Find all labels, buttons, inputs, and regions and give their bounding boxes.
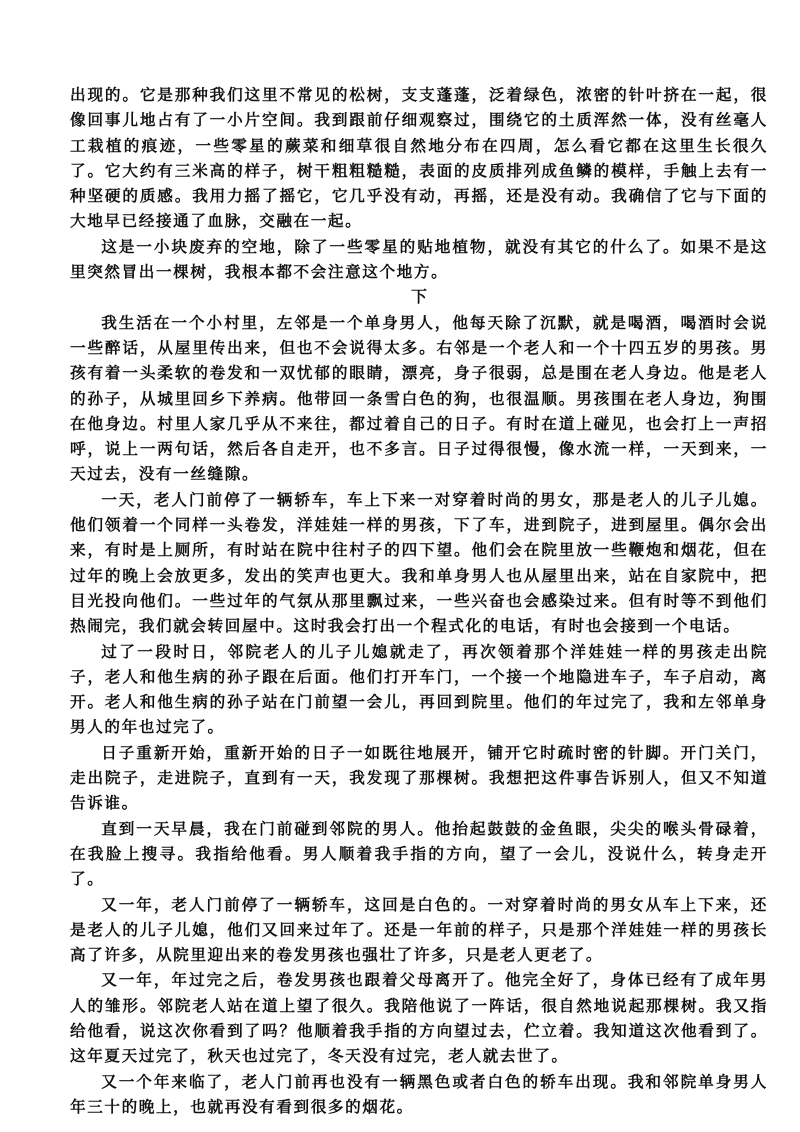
paragraph-1: 出现的。它是那种我们这里不常见的松树，支支蓬蓬，泛着绿色，浓密的针叶挤在一起，很像回事儿地占有了一小片空间。我到跟前仔细观察过，围绕它的土质浑然一体，没有丝毫人工栽植的痕迹，一些零星的蕨菜和细草很自然地分布在四周，怎么看它都在这里生长很久了。它大约有三米高的样子，树干粗粗糙糙，表面的皮质排列成鱼鳞的模样，手触上去有一种坚硬的质感。我用力摇了摇它，它几乎没有动，再摇，还是没有动。我确信了它与下面的大地早已经接通了血脉，交融在一起。 bbox=[70, 85, 768, 231]
paragraph-6: 日子重新开始，重新开始的日子一如既往地展开，铺开它时疏时密的针脚。开门关门，走出院子，走进院子，直到有一天，我发现了那棵树。我想把这件事告诉别人，但又不知道告诉谁。 bbox=[70, 742, 768, 813]
paragraph-2: 这是一小块废弃的空地，除了一些零星的贴地植物，就没有其它的什么了。如果不是这里突然冒出一棵树，我根本都不会注意这个地方。 bbox=[70, 236, 768, 282]
paragraph-7: 直到一天早晨，我在门前碰到邻院的男人。他抬起鼓鼓的金鱼眼，尖尖的喉头骨碌着，在我脸上搜寻。我指给他看。男人顺着我手指的方向，望了一会儿，没说什么，转身走开了。 bbox=[70, 818, 768, 889]
paragraph-4: 一天，老人门前停了一辆轿车，车上下来一对穿着时尚的男女，那是老人的儿子儿媳。他们领着一个同样一头卷发，洋娃娃一样的男孩，下了车，进到院子，进到屋里。偶尔会出来，有时是上厕所，有时站在院中往村子的四下望。他们会在院里放一些鞭炮和烟花，但在过年的晚上会放更多，发出的笑声也更大。我和单身男人也从屋里出来，站在自家院中，把目光投向他们。一些过年的气氛从那里飘过来，一些兴奋也会感染过来。但有时等不到他们热闹完，我们就会转回屋中。这时我会打出一个程式化的电话，有时也会接到一个电话。 bbox=[70, 489, 768, 636]
section-heading: 下 bbox=[410, 287, 427, 307]
paragraph-8: 又一年，老人门前停了一辆轿车，这回是白色的。一对穿着时尚的男女从车上下来，还是老人的儿子儿媳，他们又回来过年了。还是一年前的样子，只是那个洋娃娃一样的男孩长高了许多，从院里迎出来的卷发男孩也强壮了许多，只是老人更老了。 bbox=[70, 894, 768, 965]
paragraph-5: 过了一段时日，邻院老人的儿子儿媳就走了，再次领着那个洋娃娃一样的男孩走出院子，老人和他生病的孙子跟在后面。他们打开车门，一个接一个地隐进车子，车子启动，离开。老人和他生病的孙子站在门前望一会儿，再回到院里。他们的年过完了，我和左邻单身男人的年也过完了。 bbox=[70, 641, 768, 737]
paragraph-10: 又一个年来临了，老人门前再也没有一辆黑色或者白色的轿车出现。我和邻院单身男人年三十的晚上，也就再没有看到很多的烟花。 bbox=[70, 1071, 768, 1116]
paragraph-9: 又一年，年过完之后，卷发男孩也跟着父母离开了。他完全好了，身体已经有了成年男人的雏形。邻院老人站在道上望了很久。我陪他说了一阵话，很自然地说起那棵树。我又指给他看，说这次你看到了吗？他顺着我手指的方向望过去，伫立着。我知道这次他看到了。这年夏天过完了，秋天也过完了，冬天没有过完，老人就去世了。 bbox=[70, 970, 768, 1066]
paragraph-3: 我生活在一个小村里，左邻是一个单身男人，他每天除了沉默，就是喝酒，喝酒时会说一些醉话，从屋里传出来，但也不会说得太多。右邻是一个老人和一个十四五岁的男孩。男孩有着一头柔软的卷发和一双忧郁的眼睛，漂亮，身子很弱，总是围在老人身边。他是老人的孙子，从城里回乡下养病。他带回一条雪白色的狗，也很温顺。男孩围在老人身边，狗围在他身边。村里人家几乎从不来往，都过着自己的日子。有时在道上碰见，也会打上一声招呼，说上一两句话，然后各自走开，也不多言。日子过得很慢，像水流一样，一天到来，一天过去，没有一丝缝隙。 bbox=[70, 312, 768, 484]
